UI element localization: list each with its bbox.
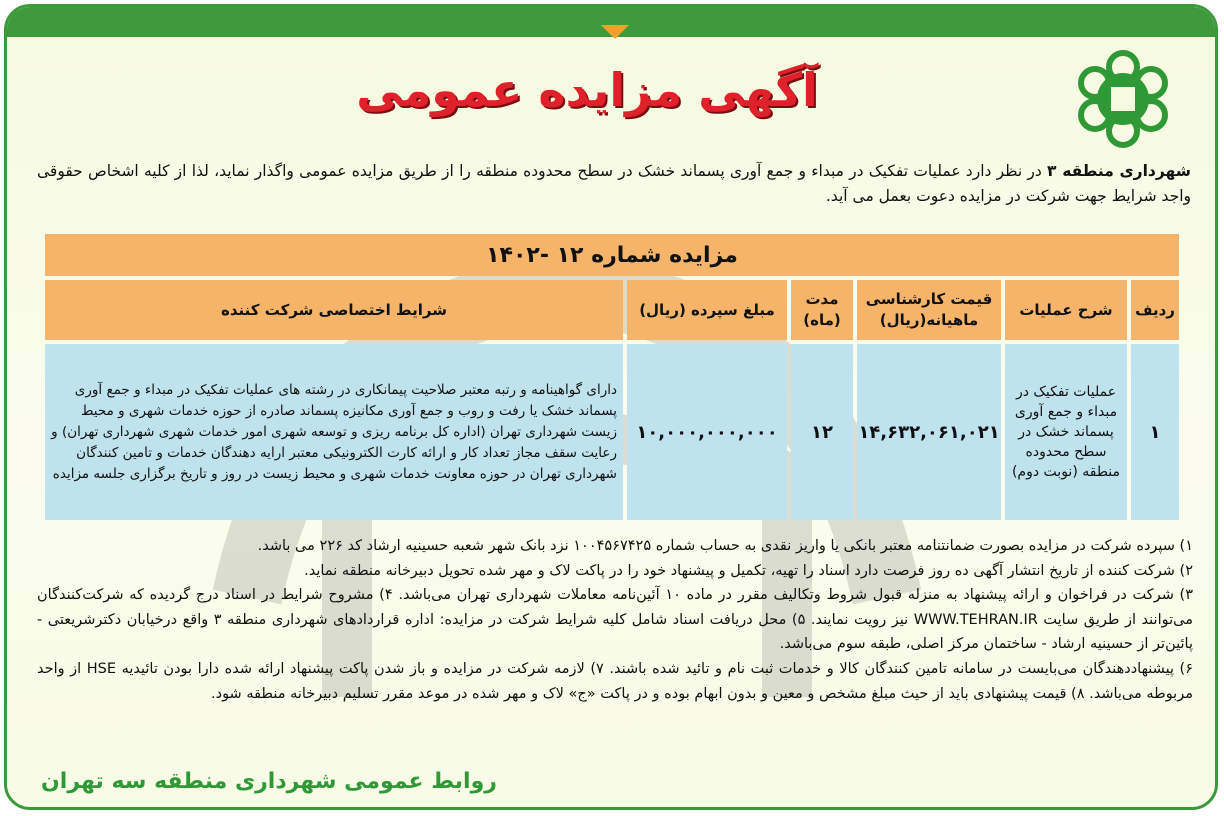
cell-conditions: دارای گواهینامه و رتبه معتبر صلاحیت پیمانکاری در رشته های عملیات تفکیک در مبداء و جمع آوری پسماند خشک یا رفت و روب و جمع آوری مکانیزه پسماند صادره از حوزه خدمات شهری و محیط زیست شهرداری تهران (اداره کل برنامه ریزی و توسعه شهری امور خدمات شهری شهرداری تهران) و رعایت سقف مجاز تعداد کار و ارائه کارت الکترونیکی معتبر ارایه دهندگان خدمات و تامین کنندگان شهرداری تهران در حوزه معاونت خدمات شهری و محیط زیست در روز و تاریخ برگزاری جلسه مزایده xyxy=(45,344,623,520)
notes xyxy=(37,534,1193,706)
cell-operation: عملیات تفکیک در مبداء و جمع آوری پسماند خشک در سطح محدوده منطقه (نوبت دوم) xyxy=(1005,344,1127,520)
tehran-municipality-logo-icon xyxy=(1067,43,1179,155)
note-item: ۶) پیشنهاددهندگان می‌بایست در سامانه تامین کنندگان کالا و خدمات ثبت نام و تائید شده باشند. ۷) لازمه شرکت در مزایده و باز شدن پاکت پیشنهاد ارائه شده دارا بودن تائیدیه HSE از واحد مربوطه می‌باشد. ۸) قیمت پیشنهادی باید از حیث مبلغ مشخص و معین و بدون ابهام بوده و در پاکت «ج» لاک و مهر شده در موعد مقرر تسلیم دبیرخانه منطقه شود. xyxy=(37,660,1193,702)
footer-signature: روابط عمومی شهرداری منطقه سه تهران xyxy=(41,769,497,794)
header-price: قیمت کارشناسی ماهیانه(ریال) xyxy=(857,280,1001,340)
note-item: ۲) شرکت کننده از تاریخ انتشار آگهی ده روز فرصت دارد اسناد را تهیه، تکمیل و پیشنهاد خود را در پاکت لاک و مهر شده تحویل دبیرخانه منطقه نماید. xyxy=(304,562,1193,579)
header-row-number: ردیف xyxy=(1131,280,1179,340)
intro-organization: شهرداری منطقه ۳ xyxy=(1047,162,1191,180)
auction-table xyxy=(41,230,1183,524)
header-duration: مدت (ماه) xyxy=(791,280,853,340)
cell-deposit: ۱۰,۰۰۰,۰۰۰,۰۰۰ xyxy=(627,344,787,520)
header-operation: شرح عملیات xyxy=(1005,280,1127,340)
cell-duration: ۱۲ xyxy=(791,344,853,520)
triangle-down-icon xyxy=(601,25,629,39)
page-title: آگهی مزایده عمومی xyxy=(356,63,818,117)
cell-price: ۱۴,۶۳۲,۰۶۱,۰۲۱ xyxy=(857,344,1001,520)
table-row xyxy=(45,344,1179,520)
cell-row-number: ۱ xyxy=(1131,344,1179,520)
intro-text: در نظر دارد عملیات تفکیک در مبداء و جمع آوری پسماند خشک در سطح محدوده منطقه را از طریق مزایده عمومی واگذار نماید، لذا از کلیه اشخاص حقوقی واجد شرایط جهت شرکت در مزایده دعوت بعمل می آید. xyxy=(37,162,1191,205)
ad-frame xyxy=(4,4,1218,810)
table-title: مزایده شماره ۱۲ -۱۴۰۲ xyxy=(45,234,1179,276)
header-deposit: مبلغ سپرده (ریال) xyxy=(627,280,787,340)
header-conditions: شرایط اختصاصی شرکت کننده xyxy=(45,280,623,340)
note-item: ۱) سپرده شرکت در مزایده بصورت ضمانتنامه معتبر بانکی یا واریز نقدی به حساب شماره ۱۰۰۴۵۶۷۴۲۵ نزد بانک شهر شعبه حسینیه ارشاد کد ۲۲۶ می باشد. xyxy=(257,538,1193,554)
intro-paragraph xyxy=(37,159,1191,209)
note-item: ۳) شرکت در فراخوان و ارائه پیشنهاد به منزله قبول شروط وتکالیف مقرر در ماده ۱۰ آئین‌نامه معاملات شهرداری تهران می‌باشد. ۴) مشروح شرایط در اسناد درج گردیده که شرکت‌کنندگان می‌توانند از طریق سایت WWW.TEHRAN.IR نیز رویت نمایند. ۵) محل دریافت اسناد شامل کلیه شرایط شرکت در مزایده: اداره قراردادهای شهرداری منطقه ۳ واقع درخیابان دکترشریعتی - پائین‌تر از حسینیه ارشاد - ساختمان مرکز اصلی، طبقه سوم می‌باشد. xyxy=(37,587,1193,653)
